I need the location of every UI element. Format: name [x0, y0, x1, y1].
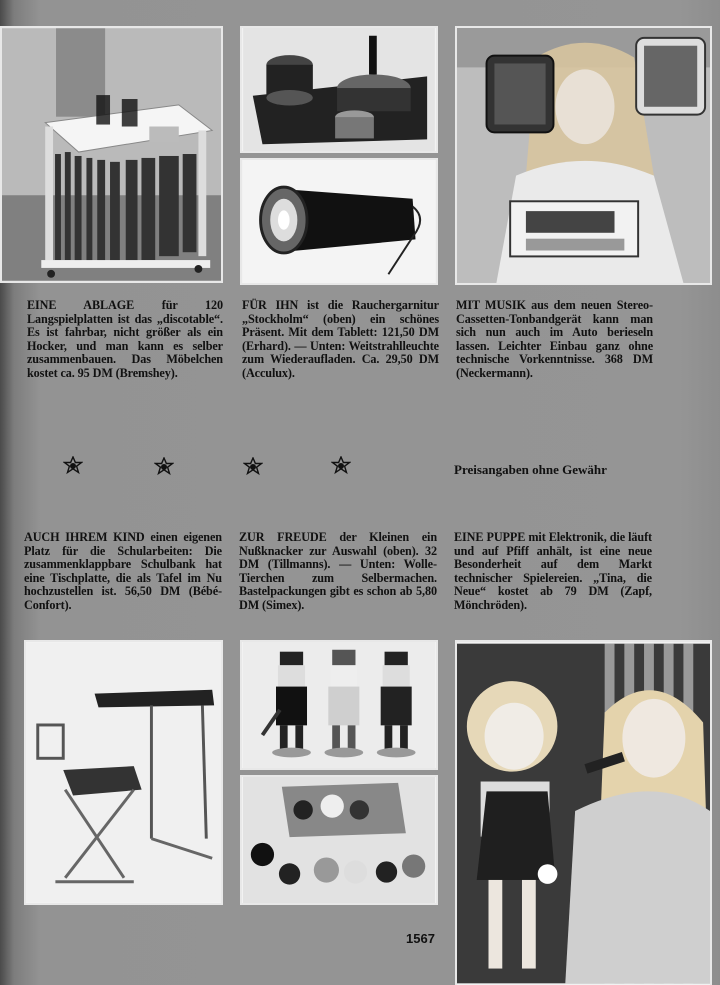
caption-puppe-lead: EINE PUPPE: [454, 530, 526, 544]
caption-puppe: [454, 531, 652, 613]
photo-woman-cassette-player: [455, 26, 712, 285]
caption-musik: [456, 299, 653, 381]
photo-doll-and-woman: [455, 640, 712, 985]
star-emblem-icon: [63, 456, 83, 476]
caption-ablage: [27, 299, 223, 381]
caption-musik-lead: MIT MUSIK: [456, 298, 526, 312]
photo-flashlight: [240, 158, 438, 285]
star-emblem-icon: [243, 457, 263, 477]
caption-musik-body: aus dem neuen Stereo-Cassetten-Tonbandgerät kann man sich nun auch im Auto berieseln lassen. Leichter Einbau ganz ohne technische Vorkenntnisse. 368 DM (Neckermann).: [456, 298, 654, 380]
caption-freude-body: der Kleinen ein Nußknacker zur Auswahl (oben). 32 DM (Tillmanns). — Unten: WolleTierchen zum Selbermachen. Bastelpackungen gibt es schon ab 5,80 DM (Simex).: [239, 530, 437, 612]
caption-ihn-body: ist die Rauchergarnitur „Stockholm“ (oben) ein schönes Präsent. Mit dem Tablett: 121,50 DM (Erhard). — Unten: Weitstrahlleuchte zum Wiederaufladen. Ca. 29,50 DM (Acculux).: [242, 298, 439, 380]
caption-ablage-lead: EINE ABLAGE: [27, 298, 135, 312]
price-disclaimer: Preisangaben ohne Gewähr: [454, 462, 607, 477]
star-emblem-icon: [154, 457, 174, 477]
caption-kind-body: einen eigenen Platz für die Schularbeiten: Die zusammenklappbare Schulbank hat eine Tischplatte, die als Tafel im Nu hochzustellen ist. 56,50 DM (Bébé-Confort).: [24, 530, 222, 612]
photo-school-desk: [24, 640, 223, 905]
photo-smoking-set: [240, 26, 438, 153]
caption-ihn: [242, 299, 439, 381]
page-number: 1567: [406, 931, 435, 946]
caption-puppe-body: mit Elektronik, die läuft und auf Pfiff anhält, ist eine neue Besonderheit auf dem Markt technischer Spielereien. „Tina, die Neue“ kostet ab 79 DM (Zapf, Mönchröden).: [454, 530, 652, 612]
caption-ablage-body: für 120 Langspielplatten ist das „discotable“. Es ist fahrbar, nicht größer als ein Hocker, und man kann es selber zusammenbauen. Das Möbelchen kostet ca. 95 DM (Bremshey).: [27, 298, 224, 380]
photo-nutcrackers: [240, 640, 438, 770]
star-emblem-icon: [331, 456, 351, 476]
caption-freude-lead: ZUR FREUDE: [239, 530, 327, 544]
photo-wool-animals: [240, 775, 438, 905]
caption-kind: [24, 531, 222, 613]
photo-record-cart: [0, 26, 223, 283]
caption-ihn-lead: FÜR IHN: [242, 298, 299, 312]
caption-freude: [239, 531, 437, 613]
caption-kind-lead: AUCH IHREM KIND: [24, 530, 145, 544]
